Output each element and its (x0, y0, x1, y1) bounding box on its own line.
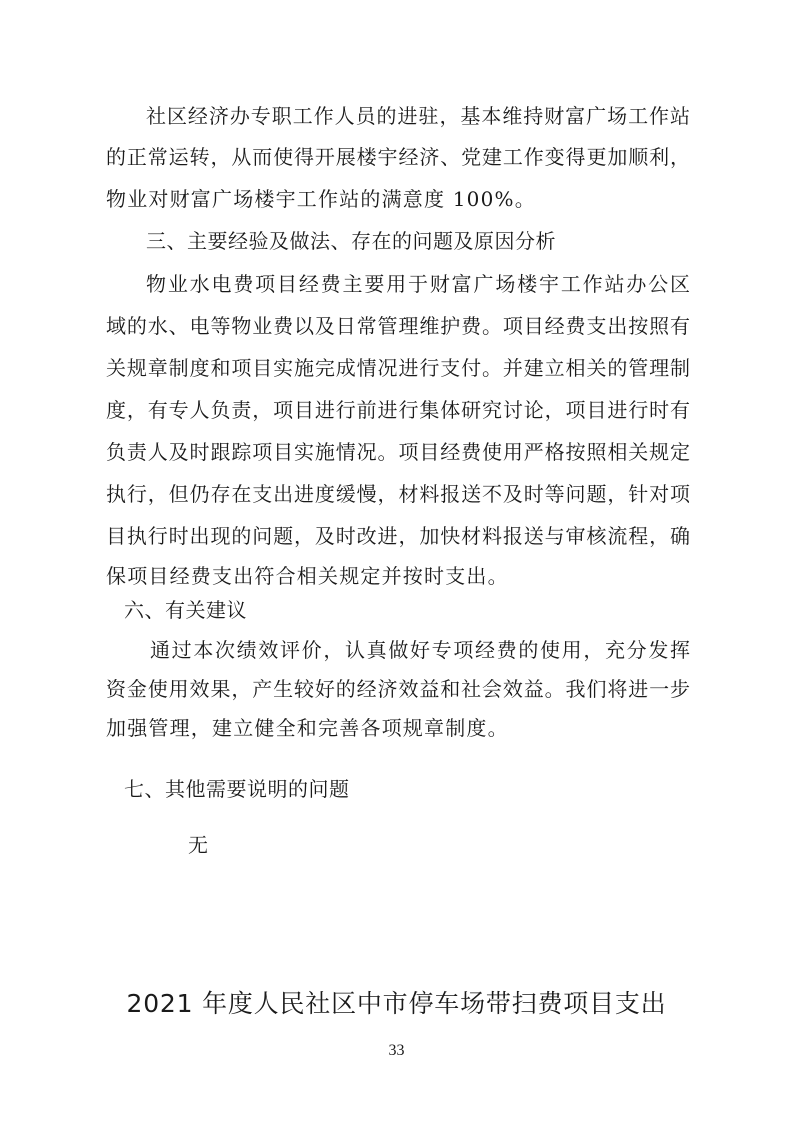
paragraph-line: 负责人及时跟踪项目实施情况。项目经费使用严格按照相关规定 (106, 440, 690, 464)
next-section-title: 2021 年度人民社区中市停车场带扫费项目支出 (126, 989, 667, 1018)
paragraph-line: 加强管理，建立健全和完善各项规章制度。 (106, 716, 509, 740)
section-heading: 七、其他需要说明的问题 (124, 777, 350, 801)
paragraph-line: 执行，但仍存在支出进度缓慢，材料报送不及时等问题，针对项 (106, 482, 690, 506)
section-body: 无 (188, 833, 210, 857)
page-number: 33 (388, 1042, 405, 1059)
paragraph-line: 社区经济办专职工作人员的进驻，基本维持财富广场工作站 (146, 104, 690, 128)
paragraph-line: 物业水电费项目经费主要用于财富广场楼宇工作站办公区 (146, 272, 690, 296)
section-heading: 六、有关建议 (124, 598, 247, 622)
paragraph-line: 保项目经费支出符合相关规定并按时支出。 (106, 564, 509, 588)
paragraph-line: 域的水、电等物业费以及日常管理维护费。项目经费支出按照有 (106, 314, 690, 338)
paragraph-line: 的正常运转，从而使得开展楼宇经济、党建工作变得更加顺利， (106, 145, 690, 169)
paragraph-line: 资金使用效果，产生较好的经济效益和社会效益。我们将进一步 (106, 677, 690, 701)
paragraph-line: 物业对财富广场楼宇工作站的满意度 100%。 (106, 187, 536, 211)
paragraph-line: 度，有专人负责，项目进行前进行集体研究讨论，项目进行时有 (106, 398, 690, 422)
paragraph-line: 通过本次绩效评价，认真做好专项经费的使用，充分发挥 (150, 638, 690, 662)
paragraph-line: 关规章制度和项目实施完成情况进行支付。并建立相关的管理制 (106, 356, 690, 380)
paragraph-line: 目执行时出现的问题，及时改进，加快材料报送与审核流程，确 (106, 524, 690, 548)
section-heading: 三、主要经验及做法、存在的问题及原因分析 (146, 229, 556, 253)
